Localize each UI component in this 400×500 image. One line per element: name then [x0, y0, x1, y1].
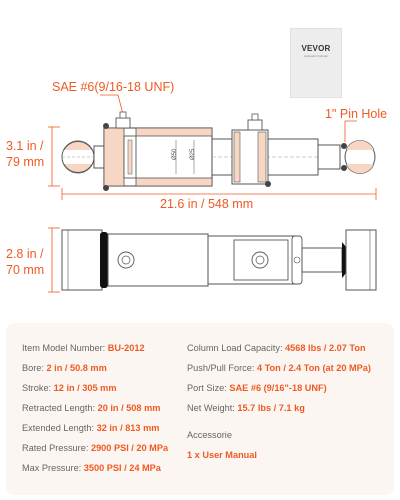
spec-push-pull-force: Push/Pull Force: 4 Ton / 2.4 Ton (at 20 MPa)	[187, 363, 371, 373]
top-rod	[302, 248, 342, 272]
left-port-fitting	[116, 118, 130, 128]
spec-net-weight: Net Weight: 15.7 lbs / 7.1 kg	[187, 403, 305, 413]
specifications-panel	[6, 323, 394, 495]
bore-mark-2: Ø25	[190, 148, 196, 160]
top-left-seal	[100, 232, 108, 288]
accessorie-label: Accessorie	[187, 430, 232, 440]
sae-port-label: SAE #6(9/16-18 UNF)	[52, 80, 175, 94]
spec-retracted-length: Retracted Length: 20 in / 508 mm	[22, 403, 161, 413]
length-label: 21.6 in / 548 mm	[160, 197, 254, 211]
width-mm-label: 70 mm	[6, 263, 45, 277]
spec-rated-pressure: Rated Pressure: 2900 PSI / 20 MPa	[22, 443, 169, 453]
spec-max-pressure: Max Pressure: 3500 PSI / 24 MPa	[22, 463, 161, 473]
top-right-clevis	[346, 230, 376, 290]
pin-hole-label: 1" Pin Hole	[325, 107, 388, 121]
manual-subtitle: Hydraulic Cylinder	[303, 54, 329, 58]
manual-brand: VEVOR	[301, 44, 331, 53]
top-barrel	[108, 234, 208, 286]
right-port-fitting	[248, 120, 262, 130]
bore-mark-1: Ø50	[172, 148, 178, 160]
spec-port-size: Port Size: SAE #6 (9/16"-18 UNF)	[187, 383, 327, 393]
spec-bore: Bore: 2 in / 50.8 mm	[22, 363, 107, 373]
spec-stroke: Stroke: 12 in / 305 mm	[22, 383, 117, 393]
height-mm-label: 79 mm	[6, 155, 45, 169]
spec-column-load: Column Load Capacity: 4568 lbs / 2.07 Ton	[187, 343, 366, 353]
height-in-label: 3.1 in /	[6, 139, 44, 153]
width-in-label: 2.8 in /	[6, 247, 44, 261]
spec-item-model: Item Model Number: BU-2012	[22, 343, 145, 353]
accessorie-value: 1 x User Manual	[187, 450, 257, 460]
spec-extended-length: Extended Length: 32 in / 813 mm	[22, 423, 160, 433]
pin-hole-leader-line	[345, 121, 357, 142]
